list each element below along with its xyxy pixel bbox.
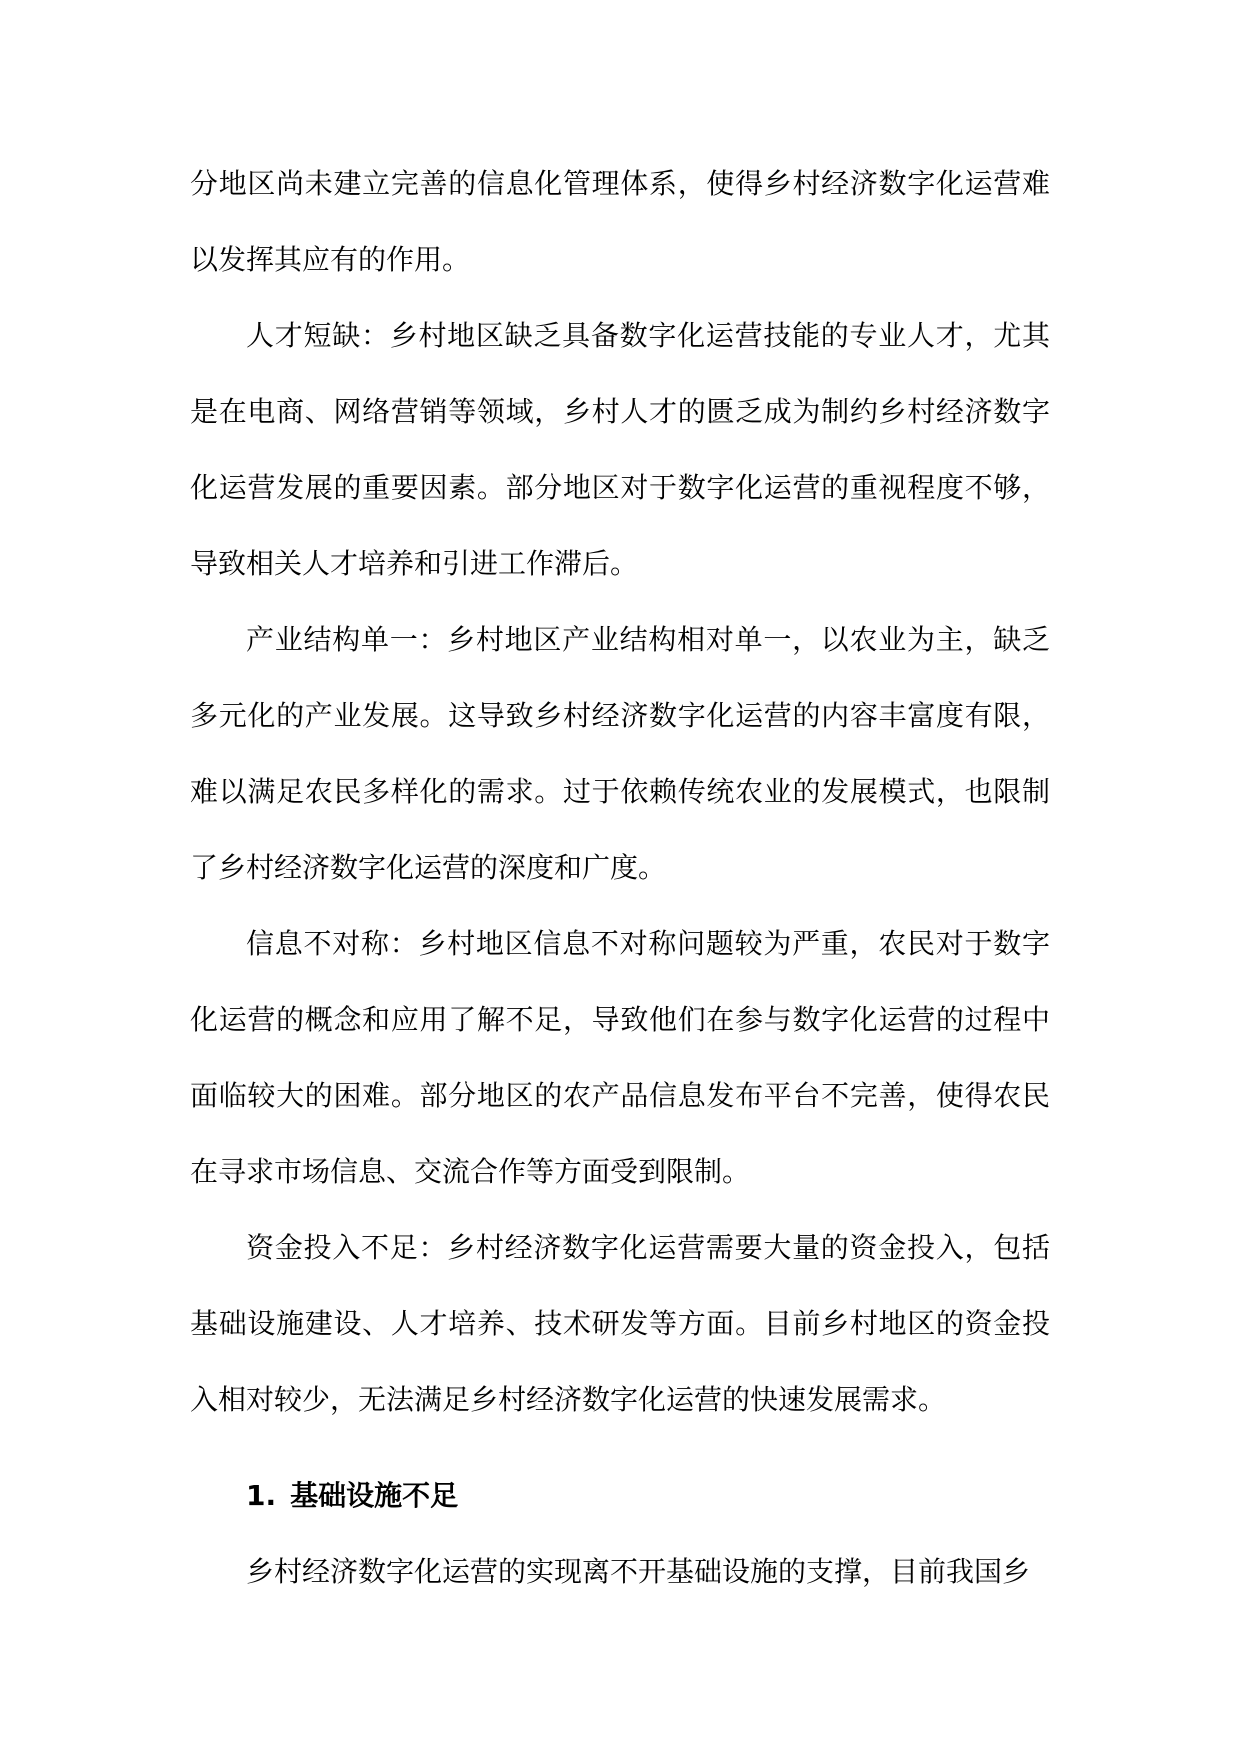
section-number: 1. bbox=[246, 1479, 277, 1512]
section-title: 基础设施不足 bbox=[290, 1479, 459, 1512]
paragraph-information-asymmetry: 信息不对称：乡村地区信息不对称问题较为严重，农民对于数字化运营的概念和应用了解不足，导致他们在参与数字化运营的过程中面临较大的困难。部分地区的农产品信息发布平台不完善，使得农民在寻求市场信息、交流合作等方面受到限制。 bbox=[190, 927, 1050, 1188]
paragraph-funding-shortage: 资金投入不足：乡村经济数字化运营需要大量的资金投入，包括基础设施建设、人才培养、技术研发等方面。目前乡村地区的资金投入相对较少，无法满足乡村经济数字化运营的快速发展需求。 bbox=[190, 1231, 1050, 1416]
document-body bbox=[190, 146, 1050, 1610]
paragraph-infrastructure: 乡村经济数字化运营的实现离不开基础设施的支撑，目前我国乡 bbox=[246, 1555, 1031, 1588]
paragraph-talent-shortage: 人才短缺：乡村地区缺乏具备数字化运营技能的专业人才，尤其是在电商、网络营销等领域，乡村人才的匮乏成为制约乡村经济数字化运营发展的重要因素。部分地区对于数字化运营的重视程度不够，导致相关人才培养和引进工作滞后。 bbox=[190, 319, 1050, 580]
paragraph-industry-structure: 产业结构单一：乡村地区产业结构相对单一，以农业为主，缺乏多元化的产业发展。这导致乡村经济数字化运营的内容丰富度有限，难以满足农民多样化的需求。过于依赖传统农业的发展模式，也限制了乡村经济数字化运营的深度和广度。 bbox=[190, 623, 1050, 884]
paragraph-continuation: 分地区尚未建立完善的信息化管理体系，使得乡村经济数字化运营难以发挥其应有的作用。 bbox=[190, 167, 1050, 276]
section-heading bbox=[190, 1458, 1050, 1534]
